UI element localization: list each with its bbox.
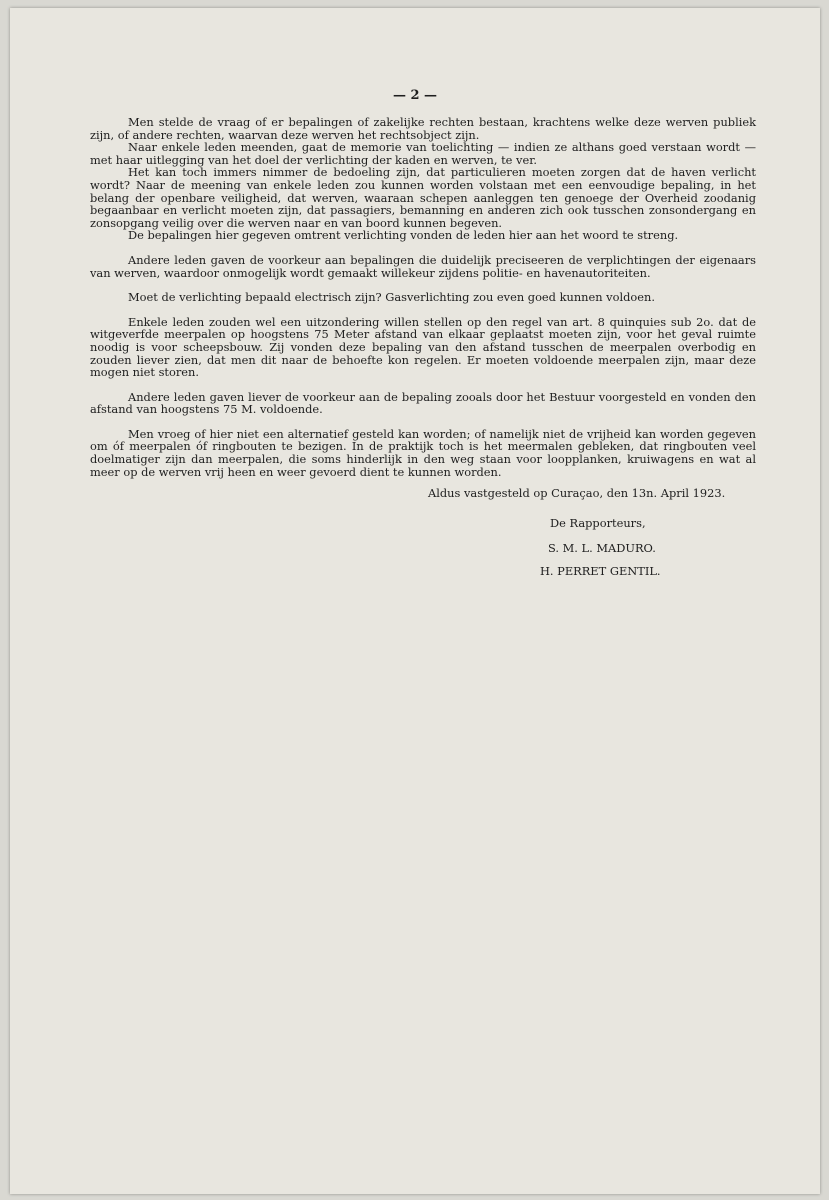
paragraph: Men vroeg of hier niet een alternatief gesteld kan worden; of namelijk niet de vrijheid kan worden gegeven om óf meerpalen óf ringbouten te bezigen. In de praktijk toch is het meermalen gebleken, dat ringbouten veel doelmatiger zijn dan meerpalen, die soms hinderlijk in den weg staan voor loopplanken, kruiwagens en wat al meer op de werven vrij heen en weer gevoerd dient te kunnen worden. [90,426,756,479]
page-number: — 2 — [392,88,438,103]
paragraph: Het kan toch immers nimmer de bedoeling zijn, dat particulieren moeten zorgen dat de haven verlicht wordt? Naar de meening van enkele leden zou kunnen worden volstaan met een eenvoudige bepaling, in het belang der openbare veiligheid, dat werven, waaraan schepen aanleggen ten genoege der Overheid zoodanig begaanbaar en verlicht moeten zijn, dat passagiers, bemanning en anderen zich ook tusschen zonsondergang en zonsopgang veilig over die werven naar en van boord kunnen begeven. [90,165,756,230]
body-text [90,116,756,490]
paragraph: Andere leden gaven liever de voorkeur aan de bepaling zooals door het Bestuur voorgesteld en vonden den afstand van hoogstens 75 M. voldoende. [90,389,756,417]
paragraph: Moet de verlichting bepaald electrisch zijn? Gasverlichting zou even goed kunnen voldoen. [128,290,655,305]
rapporteur-name: S. M. L. MADURO. [548,541,656,555]
rapporteurs-label: De Rapporteurs, [550,516,646,530]
paragraph: Enkele leden zouden wel een uitzondering willen stellen op den regel van art. 8 quinquies sub 2o. dat de witgeverfde meerpalen op hoogstens 75 Meter afstand van elkaar geplaatst moeten zijn, voor het geval ruimte noodig is voor scheepsbouw. Zij vonden deze bepaling van den afstand tusschen de meerpalen overbodig en zouden liever zien, dat men dit naar de behoefte kon regelen. Er moeten voldoende meerpalen zijn, maar deze mogen niet storen. [90,314,756,380]
place-date-line: Aldus vastgesteld op Curaçao, den 13n. April 1923. [428,486,726,500]
paragraph: Naar enkele leden meenden, gaat de memorie van toelichting — indien ze althans goed verstaan wordt — met haar uitlegging van het doel der verlichting der kaden en werven, te ver. [90,140,756,167]
rapporteur-name: H. PERRET GENTIL. [540,564,661,578]
paragraph: Andere leden gaven de voorkeur aan bepalingen die duidelijk preciseeren de verplichtingen der eigenaars van werven, waardoor onmogelijk wordt gemaakt willekeur zijdens politie- en havenautoriteiten. [90,252,756,280]
paragraph: De bepalingen hier gegeven omtrent verlichting vonden de leden hier aan het woord te streng. [128,228,679,243]
paragraph: Men stelde de vraag of er bepalingen of zakelijke rechten bestaan, krachtens welke deze werven publiek zijn, of andere rechten, waarvan deze werven het rechtsobject zijn. [90,115,756,142]
document-page [10,8,820,1194]
